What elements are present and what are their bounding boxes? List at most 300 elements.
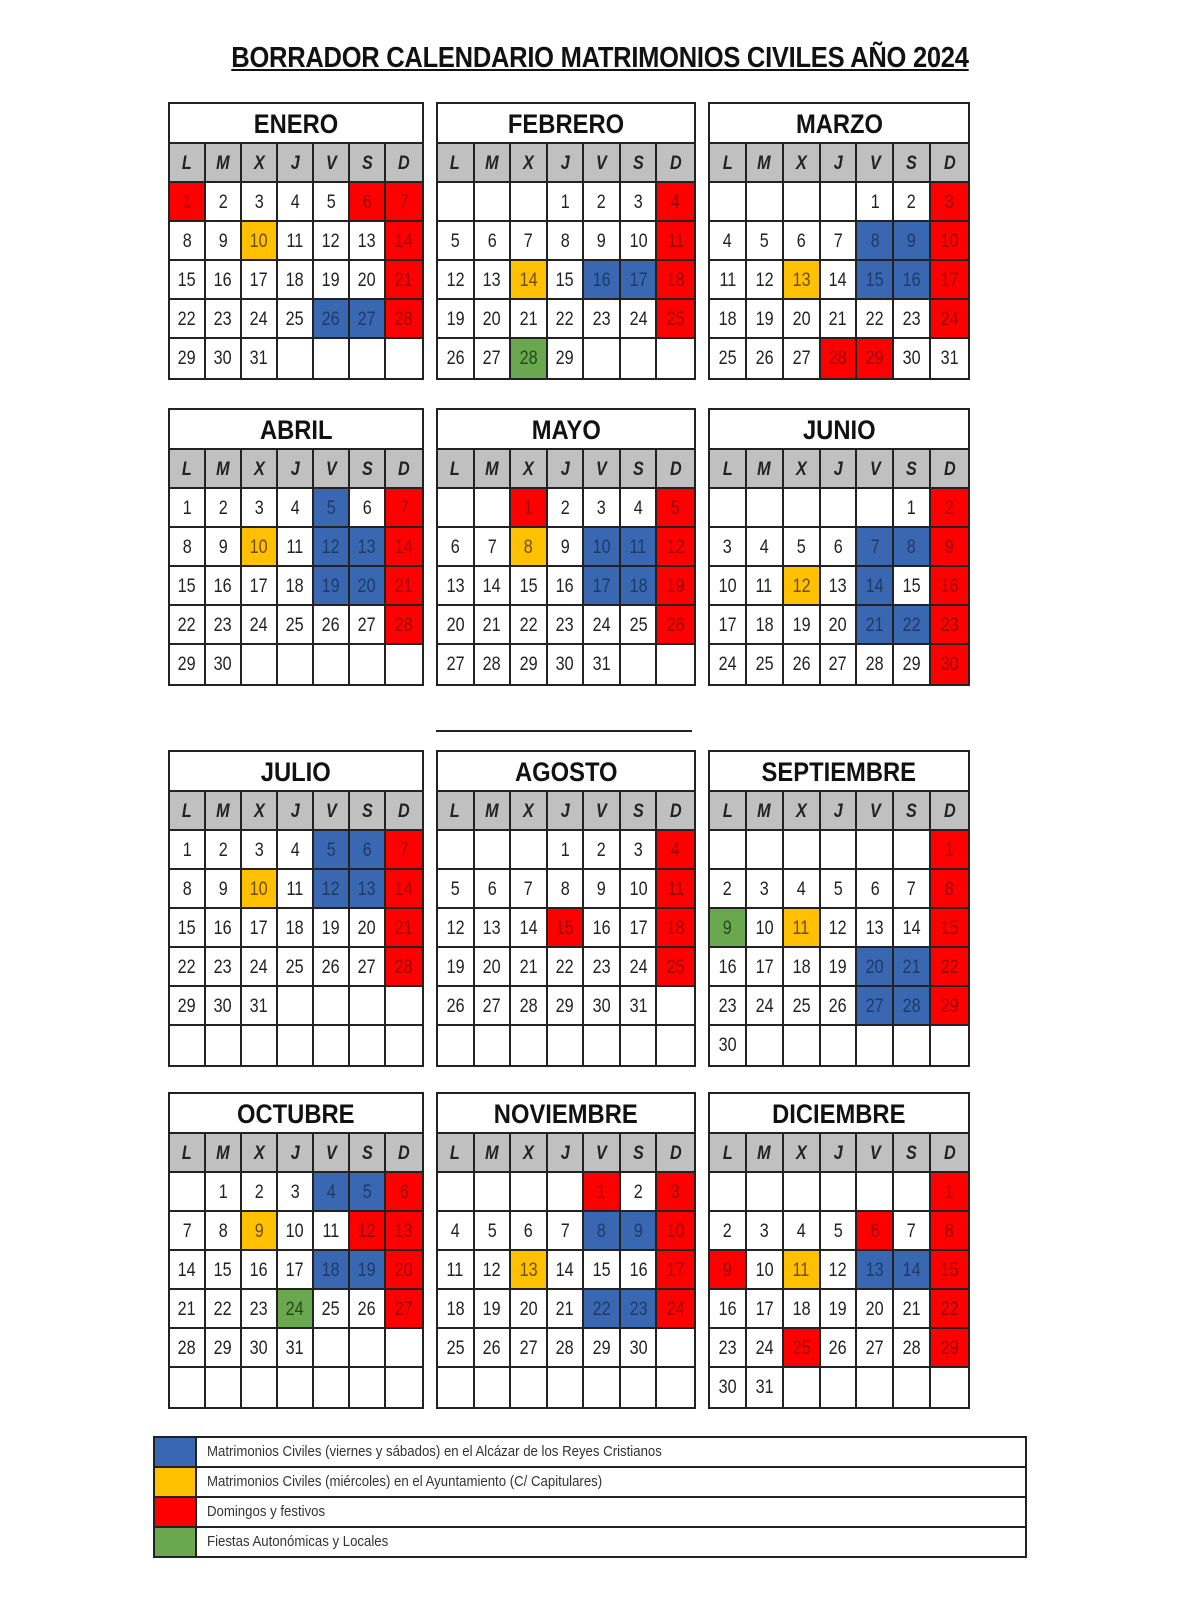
day-cell: 27 [857, 1329, 894, 1368]
day-cell: 21 [386, 567, 422, 606]
empty-cell [314, 339, 350, 378]
day-cell: 16 [931, 567, 968, 606]
day-cell: 26 [314, 300, 350, 339]
empty-cell [710, 183, 747, 222]
empty-cell [170, 1173, 206, 1212]
day-cell: 14 [894, 1251, 931, 1290]
day-cell: 13 [857, 909, 894, 948]
day-cell: 1 [170, 831, 206, 870]
day-cell: 10 [710, 567, 747, 606]
empty-cell [857, 1368, 894, 1407]
day-cell: 16 [894, 261, 931, 300]
day-cell: 5 [747, 222, 784, 261]
day-cell: 9 [931, 528, 968, 567]
day-cell: 7 [511, 222, 548, 261]
day-cell: 23 [548, 606, 585, 645]
day-cell: 29 [584, 1329, 621, 1368]
weekday-header: L [170, 1134, 206, 1173]
weekday-header: S [350, 144, 386, 183]
month-enero [168, 102, 424, 380]
day-cell: 20 [438, 606, 475, 645]
empty-cell [386, 339, 422, 378]
day-cell: 23 [206, 606, 242, 645]
month-name: DICIEMBRE [710, 1094, 968, 1134]
empty-cell [350, 987, 386, 1026]
day-cell: 17 [242, 261, 278, 300]
month-noviembre [436, 1092, 696, 1409]
empty-cell [584, 339, 621, 378]
day-cell: 15 [584, 1251, 621, 1290]
day-cell: 10 [621, 222, 658, 261]
weekday-header: M [475, 792, 512, 831]
weekday-header: V [857, 144, 894, 183]
day-cell: 15 [170, 261, 206, 300]
weekday-header: V [584, 1134, 621, 1173]
empty-cell [511, 1026, 548, 1065]
day-cell: 13 [475, 261, 512, 300]
day-cell: 11 [621, 528, 658, 567]
day-cell: 11 [784, 909, 821, 948]
weekday-header: J [278, 792, 314, 831]
empty-cell [894, 1026, 931, 1065]
day-cell: 1 [857, 183, 894, 222]
weekday-header: S [350, 792, 386, 831]
day-cell: 13 [784, 261, 821, 300]
day-cell: 25 [314, 1290, 350, 1329]
weekday-header: L [438, 792, 475, 831]
day-cell: 29 [206, 1329, 242, 1368]
empty-cell [747, 831, 784, 870]
weekday-header: S [894, 792, 931, 831]
legend-item-red [155, 1498, 1027, 1528]
day-cell: 31 [242, 339, 278, 378]
empty-cell [475, 1026, 512, 1065]
empty-cell [170, 1026, 206, 1065]
empty-cell [242, 645, 278, 684]
empty-cell [821, 831, 858, 870]
day-cell: 30 [621, 1329, 658, 1368]
day-cell: 17 [931, 261, 968, 300]
day-cell: 26 [747, 339, 784, 378]
day-cell: 9 [242, 1212, 278, 1251]
day-cell: 8 [206, 1212, 242, 1251]
day-cell: 21 [386, 909, 422, 948]
day-cell: 19 [657, 567, 694, 606]
day-cell: 30 [206, 645, 242, 684]
day-cell: 15 [931, 909, 968, 948]
day-cell: 2 [931, 489, 968, 528]
weekday-header: X [242, 792, 278, 831]
empty-cell [821, 489, 858, 528]
weekday-header: L [710, 792, 747, 831]
empty-cell [784, 1026, 821, 1065]
empty-cell [931, 1368, 968, 1407]
empty-cell [475, 831, 512, 870]
day-cell: 2 [548, 489, 585, 528]
day-cell: 15 [894, 567, 931, 606]
empty-cell [621, 645, 658, 684]
weekday-header: M [475, 450, 512, 489]
day-cell: 27 [784, 339, 821, 378]
empty-cell [314, 1329, 350, 1368]
empty-cell [475, 183, 512, 222]
day-cell: 31 [940, 348, 959, 369]
day-cell: 7 [857, 528, 894, 567]
legend-item-blue [155, 1438, 1027, 1468]
day-cell: 22 [931, 1290, 968, 1329]
weekday-header: S [894, 144, 931, 183]
weekday-header: D [931, 1134, 968, 1173]
weekday-header: X [511, 144, 548, 183]
day-cell: 12 [657, 528, 694, 567]
day-cell: 14 [170, 1251, 206, 1290]
weekday-header: X [511, 1134, 548, 1173]
day-cell: 5 [821, 870, 858, 909]
legend-label: Fiestas Autonómicas y Locales [207, 1533, 389, 1550]
day-cell: 2 [206, 489, 242, 528]
day-cell: 30 [710, 1026, 747, 1065]
day-cell: 25 [278, 300, 314, 339]
day-cell: 25 [784, 1329, 821, 1368]
day-cell: 8 [170, 528, 206, 567]
day-cell: 24 [242, 300, 278, 339]
day-cell: 24 [584, 606, 621, 645]
day-cell: 8 [857, 222, 894, 261]
day-cell: 15 [511, 567, 548, 606]
day-cell: 19 [438, 300, 475, 339]
legend-label: Matrimonios Civiles (viernes y sábados) en el Alcázar de los Reyes Cristianos [207, 1443, 662, 1460]
day-cell: 29 [548, 339, 585, 378]
empty-cell [475, 1173, 512, 1212]
day-cell: 12 [314, 528, 350, 567]
weekday-header: J [821, 450, 858, 489]
weekday-header: J [278, 450, 314, 489]
day-cell: 1 [894, 489, 931, 528]
day-cell: 22 [548, 300, 585, 339]
weekday-header: D [931, 792, 968, 831]
empty-cell [278, 987, 314, 1026]
empty-cell [710, 489, 747, 528]
day-cell: 12 [438, 261, 475, 300]
day-cell: 14 [511, 909, 548, 948]
empty-cell [584, 1368, 621, 1407]
day-cell: 11 [278, 528, 314, 567]
day-cell: 26 [438, 339, 475, 378]
month-name: SEPTIEMBRE [710, 752, 968, 792]
day-cell: 11 [784, 1251, 821, 1290]
month-name: ABRIL [170, 410, 422, 450]
day-cell: 11 [438, 1251, 475, 1290]
weekday-header: M [747, 792, 784, 831]
weekday-header: D [657, 1134, 694, 1173]
weekday-header: J [278, 1134, 314, 1173]
day-cell: 3 [584, 489, 621, 528]
empty-cell [821, 1368, 858, 1407]
month-name: AGOSTO [438, 752, 694, 792]
day-cell: 14 [548, 1251, 585, 1290]
empty-cell [747, 1026, 784, 1065]
month-name: JULIO [170, 752, 422, 792]
day-cell: 18 [621, 567, 658, 606]
day-cell: 19 [350, 1251, 386, 1290]
day-cell: 24 [710, 645, 747, 684]
day-cell: 27 [438, 645, 475, 684]
day-cell: 25 [784, 987, 821, 1026]
day-cell: 31 [584, 645, 621, 684]
empty-cell [314, 645, 350, 684]
day-cell: 27 [350, 300, 386, 339]
day-cell: 20 [784, 300, 821, 339]
empty-cell [350, 645, 386, 684]
day-cell: 11 [314, 1212, 350, 1251]
day-cell: 16 [584, 909, 621, 948]
day-cell: 24 [747, 1329, 784, 1368]
day-cell: 22 [857, 300, 894, 339]
day-cell: 26 [314, 606, 350, 645]
weekday-header: L [438, 1134, 475, 1173]
day-cell: 25 [710, 339, 747, 378]
day-cell: 5 [438, 222, 475, 261]
month-name: ENERO [170, 104, 422, 144]
day-cell: 1 [584, 1173, 621, 1212]
weekday-header: V [584, 144, 621, 183]
day-cell: 8 [894, 528, 931, 567]
day-cell: 7 [894, 870, 931, 909]
empty-cell [278, 645, 314, 684]
day-cell: 9 [206, 528, 242, 567]
day-cell: 23 [710, 987, 747, 1026]
empty-cell [857, 1026, 894, 1065]
day-cell: 13 [438, 567, 475, 606]
day-cell: 30 [206, 987, 242, 1026]
day-cell: 10 [278, 1212, 314, 1251]
empty-cell [438, 831, 475, 870]
day-cell: 16 [206, 261, 242, 300]
empty-cell [657, 339, 694, 378]
weekday-header: S [621, 1134, 658, 1173]
day-cell: 11 [657, 870, 694, 909]
day-cell: 5 [821, 1212, 858, 1251]
weekday-header: D [386, 792, 422, 831]
day-cell: 18 [278, 261, 314, 300]
day-cell: 10 [931, 222, 968, 261]
empty-cell [821, 1173, 858, 1212]
day-cell: 19 [314, 261, 350, 300]
weekday-header: S [894, 450, 931, 489]
day-cell: 27 [857, 987, 894, 1026]
day-cell: 18 [784, 948, 821, 987]
day-cell: 23 [894, 300, 931, 339]
day-cell: 16 [621, 1251, 658, 1290]
empty-cell [438, 1173, 475, 1212]
weekday-header: D [657, 792, 694, 831]
empty-cell [242, 1026, 278, 1065]
empty-cell [621, 339, 658, 378]
day-cell: 25 [657, 300, 694, 339]
legend-label: Matrimonios Civiles (miércoles) en el Ayuntamiento (C/ Capitulares) [207, 1473, 603, 1490]
day-cell: 15 [170, 909, 206, 948]
day-cell: 23 [621, 1290, 658, 1329]
day-cell: 6 [784, 222, 821, 261]
day-cell: 22 [170, 300, 206, 339]
month-agosto [436, 750, 696, 1067]
day-cell: 30 [894, 339, 931, 378]
day-cell: 6 [438, 528, 475, 567]
day-cell: 5 [438, 870, 475, 909]
day-cell: 10 [584, 528, 621, 567]
empty-cell [350, 1026, 386, 1065]
day-cell: 2 [242, 1173, 278, 1212]
day-cell: 11 [278, 222, 314, 261]
day-cell: 15 [931, 1251, 968, 1290]
legend-swatch-orange [155, 1468, 197, 1496]
weekday-header: X [784, 1134, 821, 1173]
month-name: MAYO [438, 410, 694, 450]
day-cell: 14 [386, 222, 422, 261]
month-diciembre [708, 1092, 970, 1409]
day-cell: 25 [657, 948, 694, 987]
empty-cell [242, 1368, 278, 1407]
day-cell: 5 [314, 831, 350, 870]
weekday-header: L [710, 450, 747, 489]
day-cell: 16 [710, 948, 747, 987]
day-cell: 7 [170, 1212, 206, 1251]
day-cell: 23 [206, 948, 242, 987]
weekday-header: L [170, 144, 206, 183]
weekday-header: M [206, 792, 242, 831]
day-cell: 5 [314, 183, 350, 222]
empty-cell [657, 987, 694, 1026]
empty-cell [894, 1173, 931, 1212]
empty-cell [386, 1329, 422, 1368]
day-cell: 29 [931, 1329, 968, 1368]
weekday-header: S [621, 450, 658, 489]
legend [153, 1436, 1027, 1558]
day-cell: 18 [278, 909, 314, 948]
empty-cell [657, 1329, 694, 1368]
day-cell: 30 [931, 645, 968, 684]
day-cell: 1 [548, 831, 585, 870]
weekday-header: X [784, 144, 821, 183]
day-cell: 3 [242, 489, 278, 528]
day-cell: 12 [821, 909, 858, 948]
empty-cell [438, 183, 475, 222]
legend-swatch-blue [155, 1438, 197, 1466]
empty-cell [206, 1026, 242, 1065]
day-cell: 10 [657, 1212, 694, 1251]
day-cell: 12 [314, 222, 350, 261]
empty-cell [314, 1368, 350, 1407]
day-cell: 24 [931, 300, 968, 339]
empty-cell [386, 645, 422, 684]
day-cell: 26 [821, 1329, 858, 1368]
empty-cell [857, 1173, 894, 1212]
day-cell: 22 [548, 948, 585, 987]
day-cell: 25 [621, 606, 658, 645]
day-cell: 30 [710, 1368, 747, 1407]
empty-cell [278, 1368, 314, 1407]
day-cell: 20 [350, 567, 386, 606]
day-cell: 28 [511, 987, 548, 1026]
empty-cell [657, 645, 694, 684]
weekday-header: M [747, 144, 784, 183]
day-cell: 22 [170, 606, 206, 645]
day-cell: 3 [278, 1173, 314, 1212]
day-cell: 7 [511, 870, 548, 909]
empty-cell [548, 1368, 585, 1407]
day-cell: 9 [621, 1212, 658, 1251]
day-cell: 29 [170, 645, 206, 684]
day-cell: 7 [386, 831, 422, 870]
weekday-header: M [206, 450, 242, 489]
day-cell: 21 [894, 1290, 931, 1329]
day-cell: 9 [206, 222, 242, 261]
day-cell: 13 [350, 528, 386, 567]
empty-cell [621, 1026, 658, 1065]
day-cell: 14 [386, 870, 422, 909]
day-cell: 19 [747, 300, 784, 339]
day-cell: 12 [784, 567, 821, 606]
day-cell: 28 [821, 339, 858, 378]
weekday-header: J [548, 450, 585, 489]
day-cell: 13 [857, 1251, 894, 1290]
day-cell: 4 [784, 870, 821, 909]
day-cell: 23 [242, 1290, 278, 1329]
day-cell: 7 [894, 1212, 931, 1251]
month-name: FEBRERO [438, 104, 694, 144]
day-cell: 26 [350, 1290, 386, 1329]
empty-cell [386, 987, 422, 1026]
day-cell: 9 [584, 222, 621, 261]
empty-cell [438, 1368, 475, 1407]
day-cell: 31 [621, 987, 658, 1026]
day-cell: 19 [438, 948, 475, 987]
weekday-header: L [170, 792, 206, 831]
empty-cell [511, 1368, 548, 1407]
day-cell: 2 [710, 870, 747, 909]
day-cell: 10 [621, 870, 658, 909]
legend-swatch-red [155, 1498, 197, 1526]
empty-cell [314, 987, 350, 1026]
day-cell: 27 [350, 606, 386, 645]
empty-cell [350, 1329, 386, 1368]
day-cell: 28 [894, 1329, 931, 1368]
weekday-header: M [747, 450, 784, 489]
weekday-header: M [206, 1134, 242, 1173]
day-cell: 18 [657, 909, 694, 948]
day-cell: 7 [475, 528, 512, 567]
day-cell: 3 [747, 1212, 784, 1251]
day-cell: 2 [584, 831, 621, 870]
day-cell: 9 [710, 909, 747, 948]
day-cell: 20 [350, 909, 386, 948]
day-cell: 8 [548, 222, 585, 261]
day-cell: 3 [710, 528, 747, 567]
empty-cell [857, 831, 894, 870]
empty-cell [278, 1026, 314, 1065]
day-cell: 13 [821, 567, 858, 606]
weekday-header: S [894, 1134, 931, 1173]
day-cell: 2 [710, 1212, 747, 1251]
day-cell: 5 [475, 1212, 512, 1251]
day-cell: 21 [511, 300, 548, 339]
day-cell: 18 [278, 567, 314, 606]
day-cell: 12 [747, 261, 784, 300]
day-cell: 10 [242, 528, 278, 567]
day-cell: 16 [710, 1290, 747, 1329]
day-cell: 24 [657, 1290, 694, 1329]
day-cell: 8 [584, 1212, 621, 1251]
